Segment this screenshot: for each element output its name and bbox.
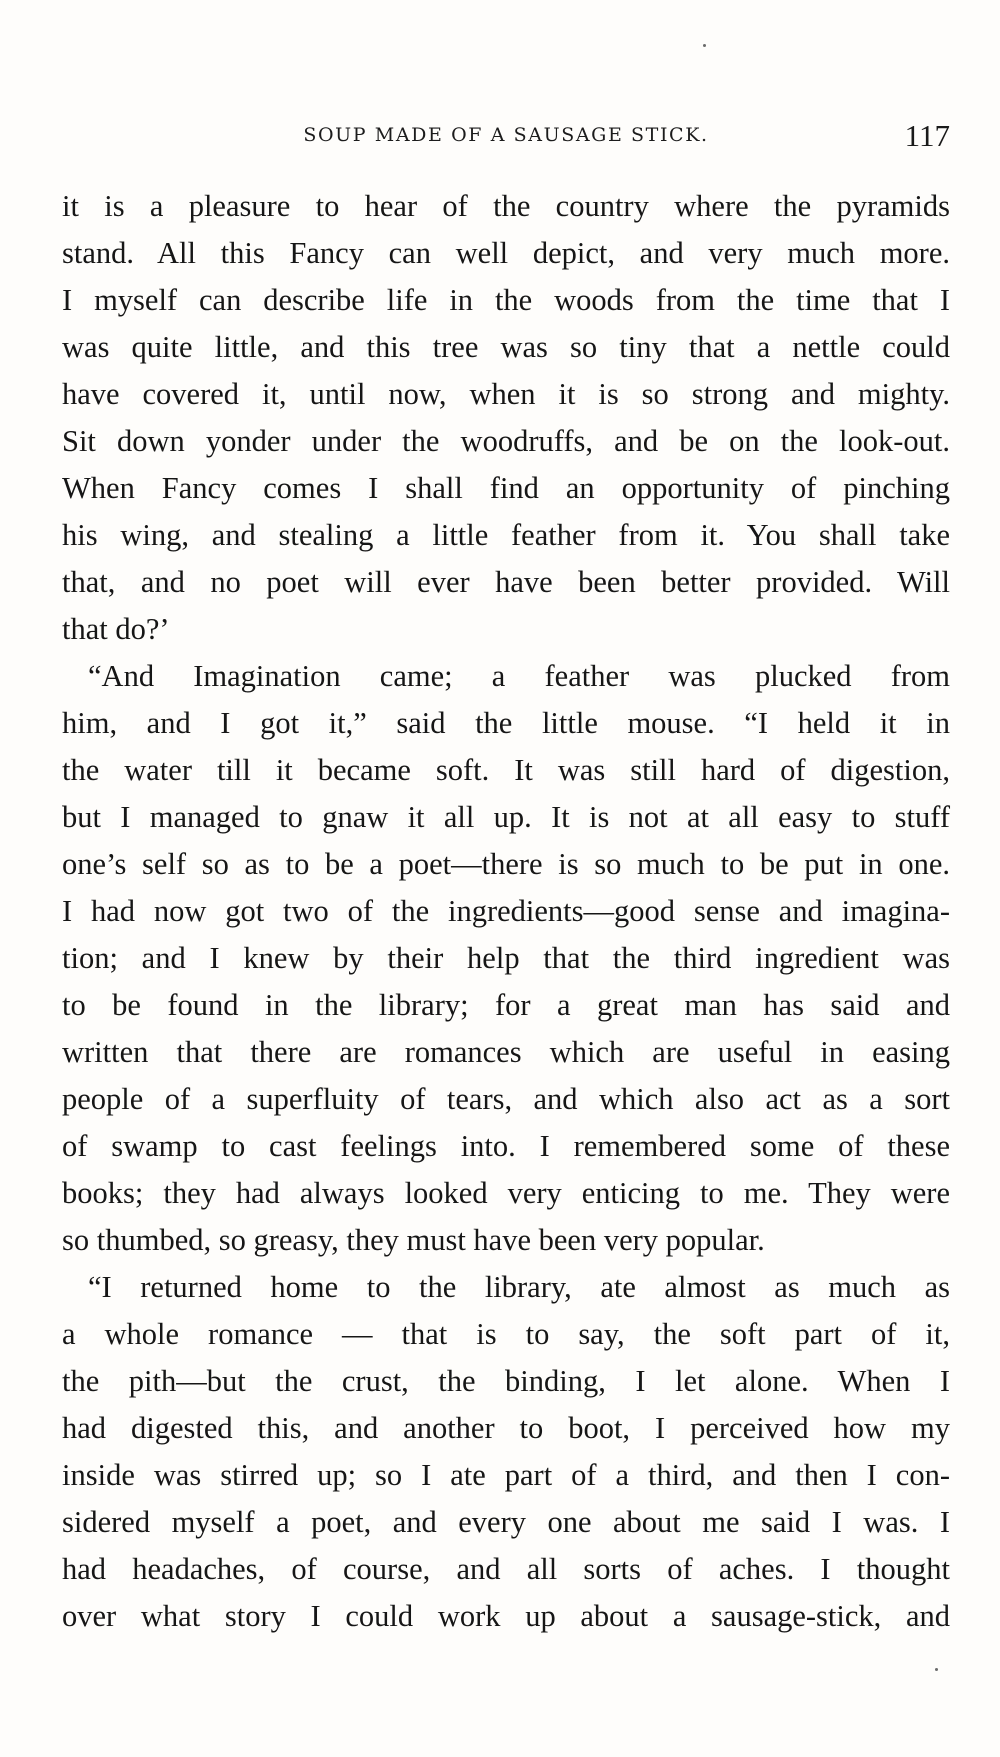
text-line: stand. All this Fancy can well depict, and very much more. — [62, 236, 950, 270]
text-line: “I returned home to the library, ate almost as much as — [88, 1270, 950, 1304]
text-line: the water till it became soft. It was still hard of digestion, — [62, 753, 950, 787]
running-title: SOUP MADE OF A SAUSAGE STICK. — [303, 124, 709, 146]
text-line: books; they had always looked very enticing to me. They were — [62, 1176, 950, 1210]
paper-speck — [935, 1668, 938, 1671]
text-line: that, and no poet will ever have been better provided. Will — [62, 565, 950, 599]
text-line: had headaches, of course, and all sorts of aches. I thought — [62, 1552, 950, 1586]
paragraph-3 — [62, 1264, 950, 1640]
text-line: the pith—but the crust, the binding, I let alone. When I — [62, 1364, 950, 1398]
paragraph-2 — [62, 653, 950, 1264]
text-line: When Fancy comes I shall find an opportunity of pinching — [62, 471, 950, 505]
text-line: tion; and I knew by their help that the third ingredient was — [62, 941, 950, 975]
paper-speck — [703, 44, 706, 47]
page-number: 117 — [904, 118, 950, 153]
text-line: was quite little, and this tree was so tiny that a nettle could — [62, 330, 950, 364]
body-text — [62, 183, 950, 1640]
text-line: I had now got two of the ingredients—good sense and imagina- — [62, 894, 950, 928]
text-line: his wing, and stealing a little feather from it. You shall take — [62, 518, 950, 552]
text-line: have covered it, until now, when it is so strong and mighty. — [62, 377, 950, 411]
paragraph-1 — [62, 183, 950, 653]
text-line: “And Imagination came; a feather was plucked from — [88, 659, 950, 693]
text-line: I myself can describe life in the woods from the time that I — [62, 283, 950, 317]
text-line: him, and I got it,” said the little mouse. “I held it in — [62, 706, 950, 740]
text-line: a whole romance — that is to say, the soft part of it, — [62, 1317, 950, 1351]
text-line: people of a superfluity of tears, and which also act as a sort — [62, 1082, 950, 1116]
text-line: one’s self so as to be a poet—there is so much to be put in one. — [62, 847, 950, 881]
running-head — [62, 118, 950, 158]
text-line: of swamp to cast feelings into. I remembered some of these — [62, 1129, 950, 1163]
text-line: written that there are romances which are useful in easing — [62, 1035, 950, 1069]
text-line: inside was stirred up; so I ate part of a third, and then I con- — [62, 1458, 950, 1492]
text-line: it is a pleasure to hear of the country where the pyramids — [62, 189, 950, 223]
text-line: had digested this, and another to boot, I perceived how my — [62, 1411, 950, 1445]
text-line: that do?’ — [62, 612, 170, 646]
text-line: over what story I could work up about a sausage-stick, and — [62, 1599, 950, 1633]
text-line: Sit down yonder under the woodruffs, and be on the look-out. — [62, 424, 950, 458]
text-line: to be found in the library; for a great man has said and — [62, 988, 950, 1022]
text-line: so thumbed, so greasy, they must have been very popular. — [62, 1223, 765, 1257]
text-line: but I managed to gnaw it all up. It is not at all easy to stuff — [62, 800, 950, 834]
text-line: sidered myself a poet, and every one about me said I was. I — [62, 1505, 950, 1539]
